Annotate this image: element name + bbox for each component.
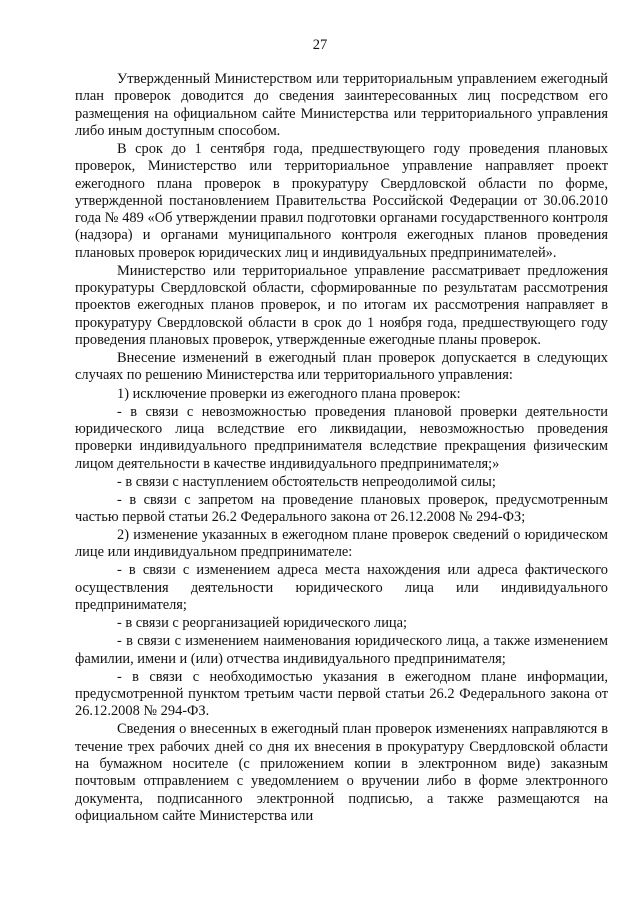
list-item-reorganization: - в связи с реорганизацией юридического лица; — [117, 615, 407, 632]
list-item-liquidation: - в связи с невозможностью проведения плановой проверки деятельности юридического лица вследствие его ликвидации, невозможностью проведения проверки индивидуального предпринимателя вследствие прекращения физическим лицом деятельности в качестве индивидуального предпринимателя;» — [75, 403, 608, 472]
paragraph-prosecutor-review: Министерство или территориальное управление рассматривает предложения прокуратуры Свердловской области, сформированные по результатам рассмотрения проектов ежегодных планов проверок, и по итогам их рассмотрения направляет в прокуратуру Свердловской области в срок до 1 ноября года, предшествующего году проведения плановых проверок, утвержденные ежегодные планы проверок. — [75, 262, 608, 349]
paragraph-amendment-cases: Внесение изменений в ежегодный план проверок допускается в следующих случаях по решению Министерства или территориального управления: — [75, 350, 608, 384]
document-body — [75, 71, 608, 825]
list-item-inspection-ban: - в связи с запретом на проведение плановых проверок, предусмотренным частью первой статьи 26.2 Федерального закона от 26.12.2008 № 294-ФЗ; — [75, 491, 608, 525]
list-item-name-change: - в связи с изменением наименования юридического лица, а также изменением фамилии, имени и (или) отчества индивидуального предпринимателя; — [75, 633, 608, 667]
list-item-force-majeure: - в связи с наступлением обстоятельств непреодолимой силы; — [117, 473, 496, 490]
list-item-data-change: 2) изменение указанных в ежегодном плане проверок сведений о юридическом лице или индивидуальном предпринимателе: — [75, 527, 608, 561]
list-item-exclusion: 1) исключение проверки из ежегодного плана проверок: — [117, 385, 461, 402]
page-number: 27 — [312, 37, 328, 53]
list-item-additional-info: - в связи с необходимостью указания в ежегодном плане информации, предусмотренной пунктом третьим части первой статьи 26.2 Федерального закона от 26.12.2008 № 294-ФЗ. — [75, 668, 608, 720]
paragraph-plan-publication: Утвержденный Министерством или территориальным управлением ежегодный план проверок доводится до сведения заинтересованных лиц посредством его размещения на официальном сайте Министерства или территориального управления либо иным доступным способом. — [75, 71, 608, 139]
list-item-address-change: - в связи с изменением адреса места нахождения или адреса фактического осуществления деятельности юридического лица или индивидуального предпринимателя; — [75, 562, 608, 614]
paragraph-plan-submission-deadline: В срок до 1 сентября года, предшествующего году проведения плановых проверок, Министерство или территориальное управление направляет проект ежегодного плана проверок в прокуратуру Свердловской области по форме, утвержденной постановлением Правительства Российской Федерации от 30.06.2010 года № 489 «Об утверждении правил подготовки органами государственного контроля (надзора) и органами муниципального контроля ежегодных планов проведения плановых проверок юридических лиц и индивидуальных предпринимателей». — [75, 140, 608, 261]
paragraph-change-notification: Сведения о внесенных в ежегодный план проверок изменениях направляются в течение трех рабочих дней со дня их внесения в прокуратуру Свердловской области на бумажном носителе (с приложением копии в электронном виде) заказным почтовым отправлением с уведомлением о вручении либо в форме электронного документа, подписанного электронной подписью, а также размещаются на официальном сайте Министерства или — [75, 721, 608, 824]
